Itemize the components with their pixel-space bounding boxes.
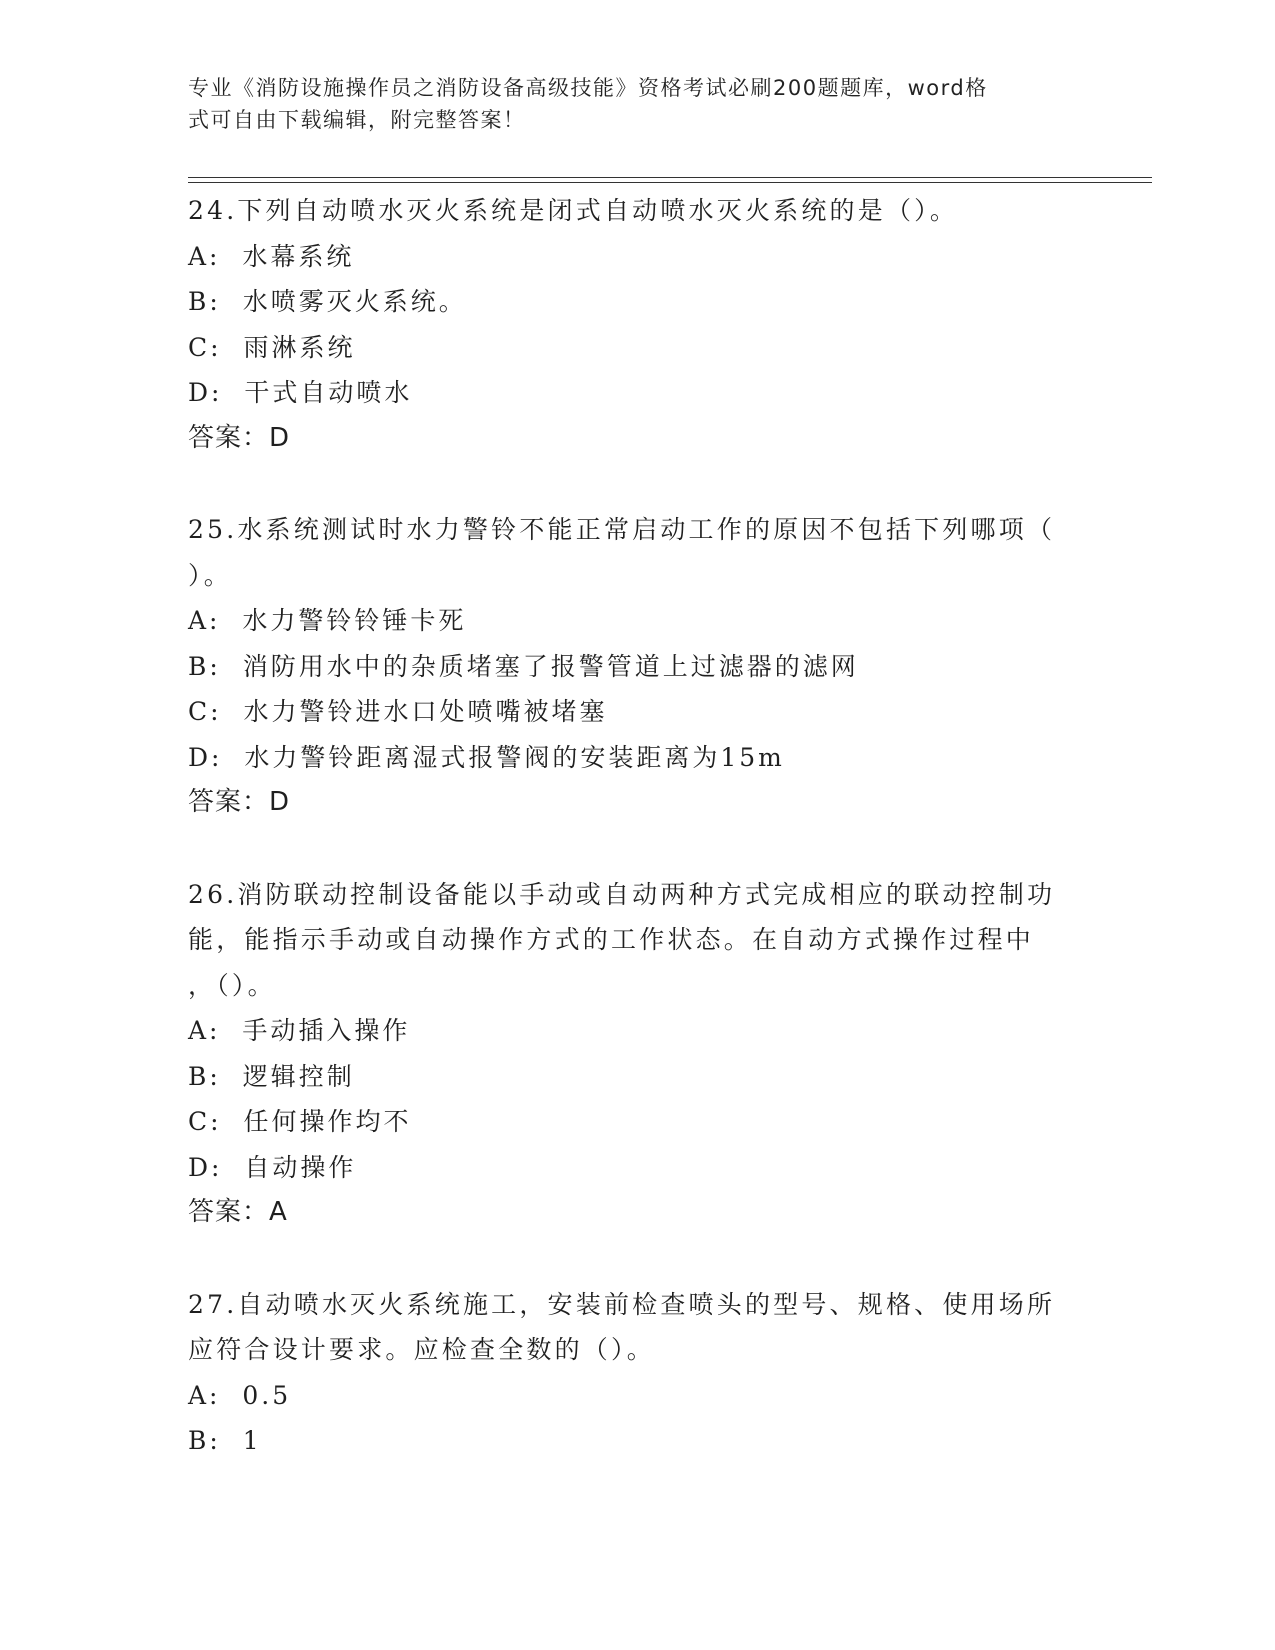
option-b: B: 水喷雾灭火系统。	[188, 287, 467, 316]
question-list	[188, 188, 1088, 1510]
answer: 答案：D	[188, 422, 291, 453]
option-d: D: 自动操作	[188, 1152, 357, 1182]
question-text-line: 能，能指示手动或自动操作方式的工作状态。在自动方式操作过程中	[188, 925, 1035, 954]
question-text-line: ，（）。	[188, 970, 276, 1000]
option-b: B: 逻辑控制	[188, 1061, 355, 1091]
question-text-line: 应符合设计要求。应检查全数的（）。	[188, 1335, 655, 1364]
question-text	[188, 1282, 1088, 1373]
question-text-line: 26.消防联动控制设备能以手动或自动两种方式完成相应的联动控制功	[188, 879, 1056, 909]
answer: 答案：D	[188, 787, 291, 817]
option-c: C: 任何操作均不	[188, 1107, 412, 1136]
answer: 答案：A	[188, 1197, 288, 1227]
question-26	[188, 872, 1088, 1236]
question-27	[188, 1282, 1088, 1464]
option-a: A: 水幕系统	[188, 241, 355, 271]
question-text-line: ）。	[188, 560, 232, 590]
option-c: C: 雨淋系统	[188, 332, 356, 362]
header-line-2: 式可自由下载编辑，附完整答案！	[188, 108, 526, 132]
header-divider-top	[188, 177, 1152, 178]
header-line-1: 专业《消防设施操作员之消防设备高级技能》资格考试必刷200题题库，word格	[188, 76, 988, 100]
question-text-line: 25.水系统测试时水力警铃不能正常启动工作的原因不包括下列哪项（	[188, 515, 1056, 544]
option-a: A: 水力警铃铃锤卡死	[188, 606, 467, 635]
option-b: B: 消防用水中的杂质堵塞了报警管道上过滤器的滤网	[188, 651, 859, 681]
question-24	[188, 188, 1088, 461]
option-a: A: 手动插入操作	[188, 1016, 411, 1045]
question-text	[188, 188, 1088, 234]
option-b: B: 1	[188, 1426, 262, 1455]
option-d: D: 水力警铃距离湿式报警阀的安装距离为15m	[188, 742, 785, 772]
header-divider-bottom	[188, 182, 1152, 183]
question-text	[188, 507, 1088, 598]
option-c: C: 水力警铃进水口处喷嘴被堵塞	[188, 697, 608, 726]
question-25	[188, 507, 1088, 826]
option-a: A: 0.5	[188, 1380, 292, 1410]
question-text	[188, 872, 1088, 1009]
question-text-line: 24.下列自动喷水灭火系统是闭式自动喷水灭火系统的是（）。	[188, 196, 959, 225]
document-header	[188, 72, 1078, 136]
question-text-line: 27.自动喷水灭火系统施工，安装前检查喷头的型号、规格、使用场所	[188, 1289, 1056, 1319]
option-d: D: 干式自动喷水	[188, 378, 413, 407]
